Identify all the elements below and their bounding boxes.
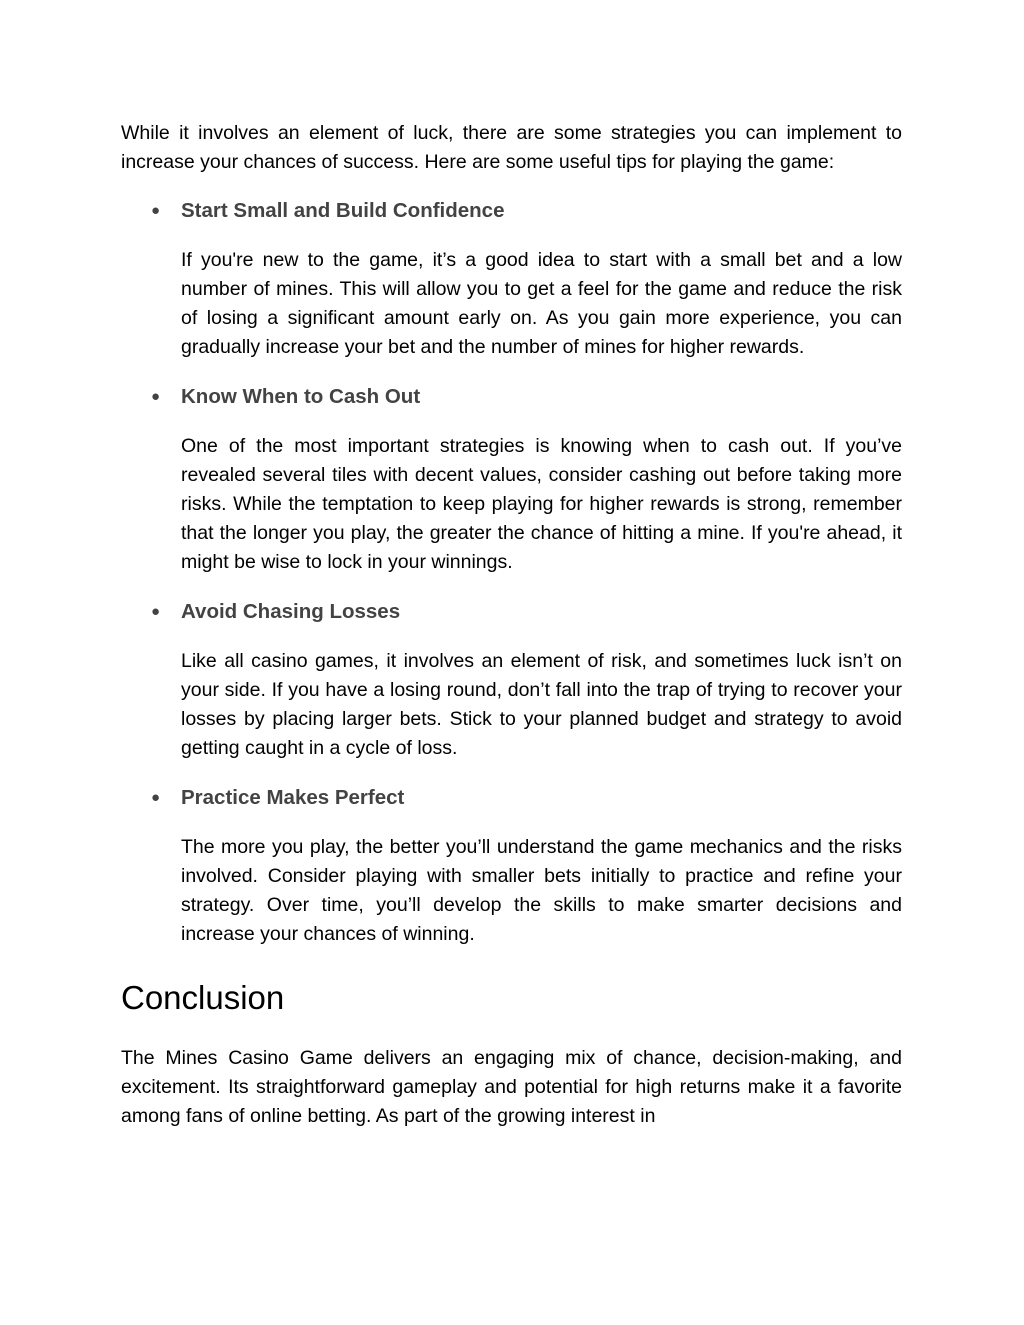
tip-title: Avoid Chasing Losses (181, 600, 401, 623)
tip-title: Know When to Cash Out (181, 385, 421, 408)
tip-item (121, 382, 902, 577)
intro-paragraph: While it involves an element of luck, there are some strategies you can implement to increase your chances of success. Here are some useful tips for playing the game: (121, 122, 902, 173)
tip-heading (151, 196, 902, 225)
tip-title: Start Small and Build Confidence (181, 199, 505, 222)
bullet-icon: ● (151, 202, 161, 219)
tip-item (121, 196, 902, 362)
tip-title: Practice Makes Perfect (181, 786, 405, 809)
tip-heading (151, 783, 902, 812)
tip-body: If you're new to the game, it’s a good idea to start with a small bet and a low number of mines. This will allow you to get a feel for the game and reduce the risk of losing a significant amount early on. As you gain more experience, you can gradually increase your bet and the number of mines for higher rewards. (181, 249, 902, 358)
document-page (121, 119, 902, 1131)
tip-heading (151, 382, 902, 411)
tip-body: The more you play, the better you’ll understand the game mechanics and the risks involved. Consider playing with smaller bets initially to practice and refine your strategy. Over time, you’ll develop the skills to make smarter decisions and increase your chances of winning. (181, 836, 902, 945)
tip-item (121, 597, 902, 763)
conclusion-heading: Conclusion (121, 979, 285, 1016)
bullet-icon: ● (151, 388, 161, 405)
conclusion-paragraph: The Mines Casino Game delivers an engaging mix of chance, decision-making, and excitement. Its straightforward gameplay and potential for high returns make it a favorite among fans of online betting. As part of the growing interest in (121, 1047, 902, 1127)
tip-heading (151, 597, 902, 626)
tip-body: One of the most important strategies is knowing when to cash out. If you’ve revealed several tiles with decent values, consider cashing out before taking more risks. While the temptation to keep playing for higher rewards is strong, remember that the longer you play, the greater the chance of hitting a mine. If you're ahead, it might be wise to lock in your winnings. (181, 435, 902, 573)
tip-item (121, 783, 902, 949)
tip-body: Like all casino games, it involves an element of risk, and sometimes luck isn’t on your side. If you have a losing round, don’t fall into the trap of trying to recover your losses by placing larger bets. Stick to your planned budget and strategy to avoid getting caught in a cycle of loss. (181, 650, 902, 759)
bullet-icon: ● (151, 603, 161, 620)
bullet-icon: ● (151, 789, 161, 806)
